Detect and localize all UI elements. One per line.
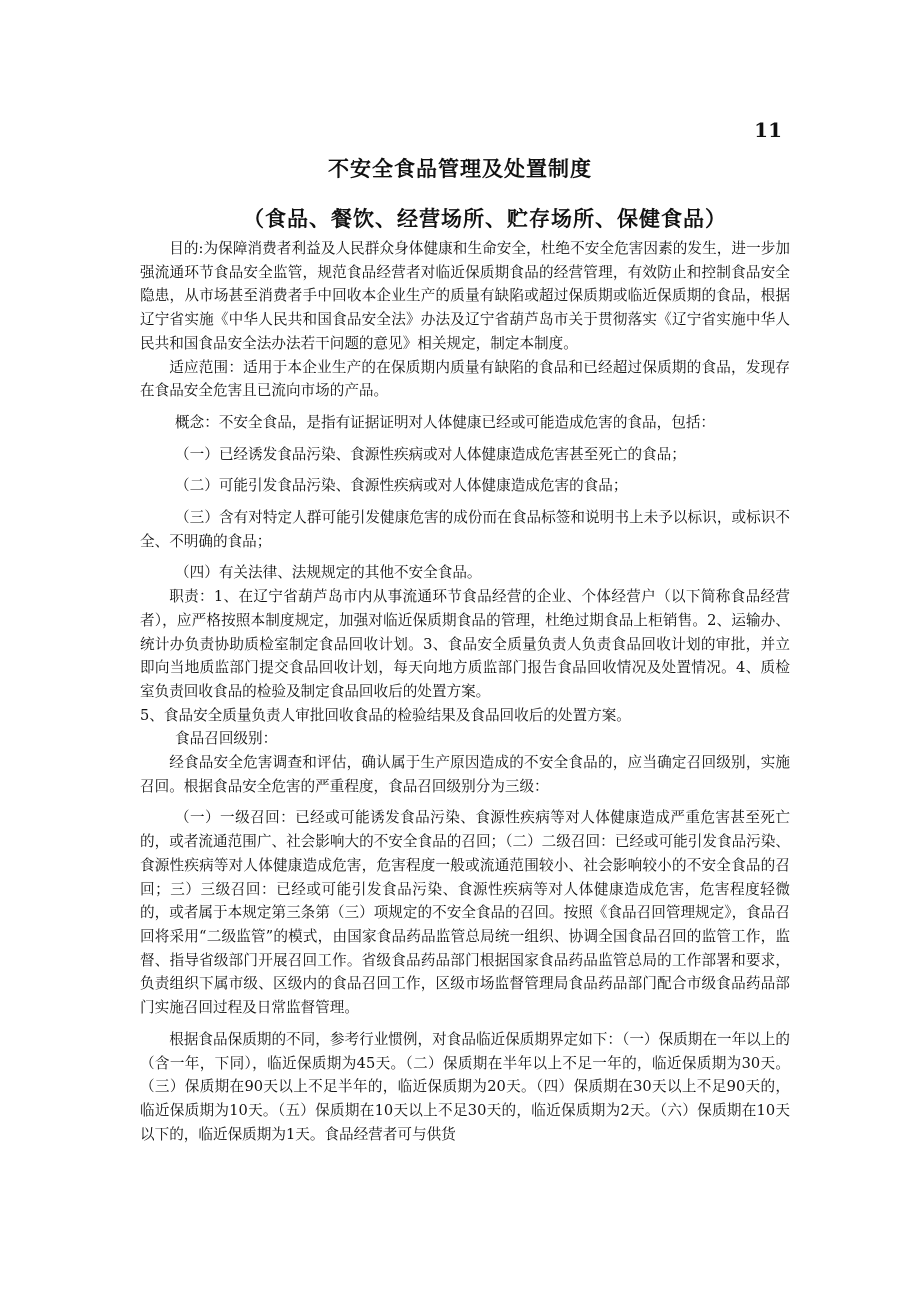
list-item: （四）有关法律、法规规定的其他不安全食品。 [175,564,482,582]
paragraph-purpose: 目的:为保障消费者利益及人民群众身体健康和生命安全，杜绝不安全危害因素的发生，进一步加强流通环节食品安全监管，规范食品经营者对临近保质期食品的经营管理，有效防止和控制食品安全隐患，从市场甚至消费者手中回收本企业生产的质量有缺陷或超过保质期或临近保质期的食品，根据辽宁省实施《中华人民共和国食品安全法》办法及辽宁省葫芦岛市关于贯彻落实《辽宁省实施中华人民共和国食品安全法办法若干问题的意见》相关规定，制定本制度。 [140,240,790,352]
paragraph-scope: 适应范围：适用于本企业生产的在保质期内质量有缺陷的食品和已经超过保质期的食品，发现存在食品安全危害且已流向市场的产品。 [140,358,790,400]
paragraph-concept: 概念：不安全食品，是指有证据证明对人体健康已经或可能造成危害的食品，包括： [175,413,716,431]
list-item: （一）已经诱发食品污染、食源性疾病或对人体健康造成危害甚至死亡的食品； [175,445,686,463]
list-item: （三）含有对特定人群可能引发健康危害的成份而在食品标签和说明书上未予以标识，或标识不全、不明确的食品； [140,509,790,550]
document-subtitle: （食品、餐饮、经营场所、贮存场所、保健食品） [243,206,727,231]
paragraph-recall-levels-heading: 食品召回级别： [175,730,278,748]
paragraph-duties-5: 5、食品安全质量负责人审批回收食品的检验结果及食品回收后的处置方案。 [140,706,631,724]
paragraph-duties: 职责：1、在辽宁省葫芦岛市内从事流通环节食品经营的企业、个体经营户（以下简称食品经营者），应严格按照本制度规定，加强对临近保质期食品的管理，杜绝过期食品上柜销售。2、运输办、统计办负责协助质检室制定食品回收计划。3、食品安全质量负责人负责食品回收计划的审批，并立即向当地质监部门提交食品回收计划，每天向地方质监部门报告食品回收情况及处置情况。4、质检室负责回收食品的检验及制定食品回收后的处置方案。 [140,588,790,700]
paragraph-recall-levels: （一）一级召回：已经或可能诱发食品污染、食源性疾病等对人体健康造成严重危害甚至死亡的，或者流通范围广、社会影响大的不安全食品的召回；（二）二级召回：已经或可能引发食品污染、食源性疾病等对人体健康造成危害，危害程度一般或流通范围较小、社会影响较小的不安全食品的召回；三）三级召回：已经或可能引发食品污染、食源性疾病等对人体健康造成危害，危害程度轻微的，或者属于本规定第三条第（三）项规定的不安全食品的召回。按照《食品召回管理规定》，食品召回将采用“二级监管”的模式，由国家食品药品监管总局统一组织、协调全国食品召回的监管工作，监督、指导省级部门开展召回工作。省级食品药品部门根据国家食品药品监管总局的工作部署和要求，负责组织下属市级、区级内的食品召回工作，区级市场监督管理局食品药品部门配合市级食品药品部门实施召回过程及日常监督管理。 [140,809,790,1017]
document-body [140,237,790,1146]
page-number: 11 [754,118,782,142]
document-title: 不安全食品管理及处置制度 [328,156,592,181]
paragraph-recall-intro: 经食品安全危害调查和评估，确认属于生产原因造成的不安全食品的，应当确定召回级别，实施召回。根据食品安全危害的严重程度，食品召回级别分为三级： [140,754,790,795]
paragraph-shelf-life: 根据食品保质期的不同，参考行业惯例，对食品临近保质期界定如下：（一）保质期在一年以上的（含一年，下同），临近保质期为45天。（二）保质期在半年以上不足一年的，临近保质期为30天。（三）保质期在90天以上不足半年的，临近保质期为20天。（四）保质期在30天以上不足90天的，临近保质期为10天。（五）保质期在10天以上不足30天的，临近保质期为2天。（六）保质期在10天以下的，临近保质期为1天。食品经营者可与供货 [140,1030,790,1143]
list-item: （二）可能引发食品污染、食源性疾病或对人体健康造成危害的食品； [175,477,628,495]
